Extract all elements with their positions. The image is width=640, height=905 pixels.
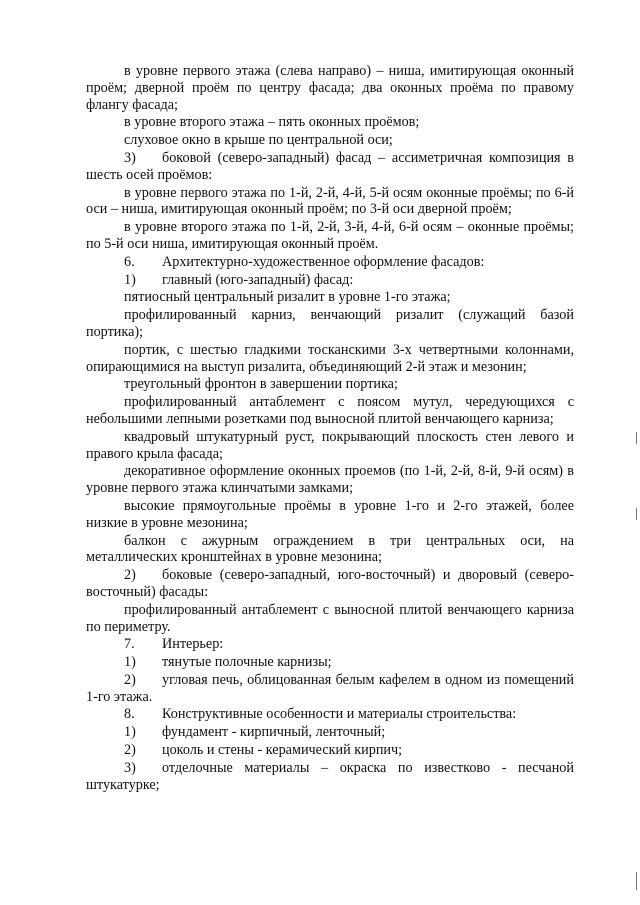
item-number: 7.	[124, 636, 135, 653]
numbered-paragraph	[86, 706, 574, 723]
paragraph-text: в уровне второго этажа по 1-й, 2-й, 3-й, 4-й, 6-й осям – оконные проёмы; по 5-й оси ниша, имитирующая оконный проём.	[86, 219, 574, 252]
numbered-paragraph	[86, 636, 574, 653]
numbered-paragraph	[86, 672, 574, 706]
numbered-paragraph	[86, 742, 574, 759]
paragraph	[86, 132, 574, 149]
paragraph	[86, 307, 574, 341]
paragraph-text: портик, с шестью гладкими тосканскими 3-х четвертными колоннами, опирающимися на выступ ризалита, объединяющий 2-й этаж и мезонин;	[86, 341, 574, 375]
item-number: 2)	[124, 671, 136, 688]
item-number: 3)	[124, 759, 136, 776]
paragraph	[86, 533, 574, 567]
paragraph	[86, 602, 574, 636]
item-number: 1)	[124, 724, 136, 741]
numbered-paragraph	[86, 760, 574, 794]
scan-edge-mark	[636, 432, 637, 444]
paragraph	[86, 394, 574, 428]
numbered-paragraph	[86, 654, 574, 671]
paragraph-text: Архитектурно-художественное оформление фасадов:	[162, 253, 485, 270]
paragraph-text: высокие прямоугольные проёмы в уровне 1-го и 2-го этажей, более низкие в уровне мезонина;	[86, 497, 574, 531]
paragraph-text: в уровне первого этажа по 1-й, 2-й, 4-й, 5-й осям оконные проёмы; по 6-й оси – ниша, имитирующая оконный проём; по 3-й оси дверной проём;	[86, 184, 574, 218]
document-body	[86, 62, 574, 793]
paragraph	[86, 114, 574, 131]
paragraph-text: слуховое окно в крыше по центральной оси;	[124, 132, 393, 149]
paragraph-text: в уровне второго этажа – пять оконных проёмов;	[124, 114, 420, 131]
paragraph-text: боковые (северо-западный, юго-восточный) и дворовый (северо-восточный) фасады:	[86, 567, 574, 600]
item-number: 1)	[124, 271, 136, 288]
paragraph-text: Конструктивные особенности и материалы строительства:	[162, 706, 517, 723]
paragraph	[86, 376, 574, 393]
paragraph-text: квадровый штукатурный руст, покрывающий плоскость стен левого и правого крыла фасада;	[86, 428, 574, 462]
numbered-paragraph	[86, 150, 574, 184]
paragraph	[86, 463, 574, 497]
item-number: 6.	[124, 253, 135, 270]
numbered-paragraph	[86, 272, 574, 289]
paragraph-text: цоколь и стены - керамический кирпич;	[162, 742, 403, 759]
paragraph	[86, 498, 574, 532]
item-number: 1)	[124, 654, 136, 671]
paragraph	[86, 63, 574, 113]
paragraph-text: декоративное оформление оконных проемов (по 1-й, 2-й, 8-й, 9-й осям) в уровне первого этажа клинчатыми замками;	[86, 463, 574, 497]
paragraph-text: балкон с ажурным ограждением в три центральных оси, на металлических кронштейнах в уровне мезонина;	[86, 532, 574, 566]
paragraph-text: в уровне первого этажа (слева направо) – ниша, имитирующая оконный проём; дверной проём по центру фасада; два оконных проёма по правому флангу фасада;	[86, 63, 574, 113]
paragraph-text: профилированный карниз, венчающий ризалит (служащий базой портика);	[86, 307, 574, 340]
paragraph-text: Интерьер:	[162, 636, 224, 653]
item-number: 2)	[124, 567, 136, 584]
paragraph-text: фундамент - кирпичный, ленточный;	[162, 724, 386, 741]
numbered-paragraph	[86, 567, 574, 601]
paragraph-text: отделочные материалы – окраска по известково - песчаной штукатурке;	[86, 759, 574, 793]
paragraph-text: боковой (северо-западный) фасад – ассиметричная композиция в шесть осей проёмов:	[86, 149, 574, 183]
paragraph-text: тянутые полочные карнизы;	[162, 654, 332, 671]
numbered-paragraph	[86, 724, 574, 741]
paragraph-text: треугольный фронтон в завершении портика;	[124, 376, 398, 393]
paragraph	[86, 429, 574, 463]
paragraph	[86, 342, 574, 376]
item-number: 2)	[124, 742, 136, 759]
scan-edge-mark	[636, 872, 637, 890]
scan-edge-mark	[636, 508, 637, 520]
paragraph-text: профилированный антаблемент с выносной плитой венчающего карниза по периметру.	[86, 601, 574, 635]
paragraph-text: угловая печь, облицованная белым кафелем в одном из помещений 1-го этажа.	[86, 671, 574, 705]
paragraph-text: пятиосный центральный ризалит в уровне 1-го этажа;	[124, 289, 451, 306]
paragraph	[86, 289, 574, 306]
numbered-paragraph	[86, 254, 574, 271]
paragraph	[86, 219, 574, 253]
paragraph-text: профилированный антаблемент с поясом мутул, чередующихся с небольшими лепными розетками под выносной плитой венчающего карниза;	[86, 394, 574, 427]
item-number: 8.	[124, 706, 135, 723]
item-number: 3)	[124, 149, 136, 166]
paragraph	[86, 185, 574, 219]
paragraph-text: главный (юго-западный) фасад:	[162, 271, 354, 288]
